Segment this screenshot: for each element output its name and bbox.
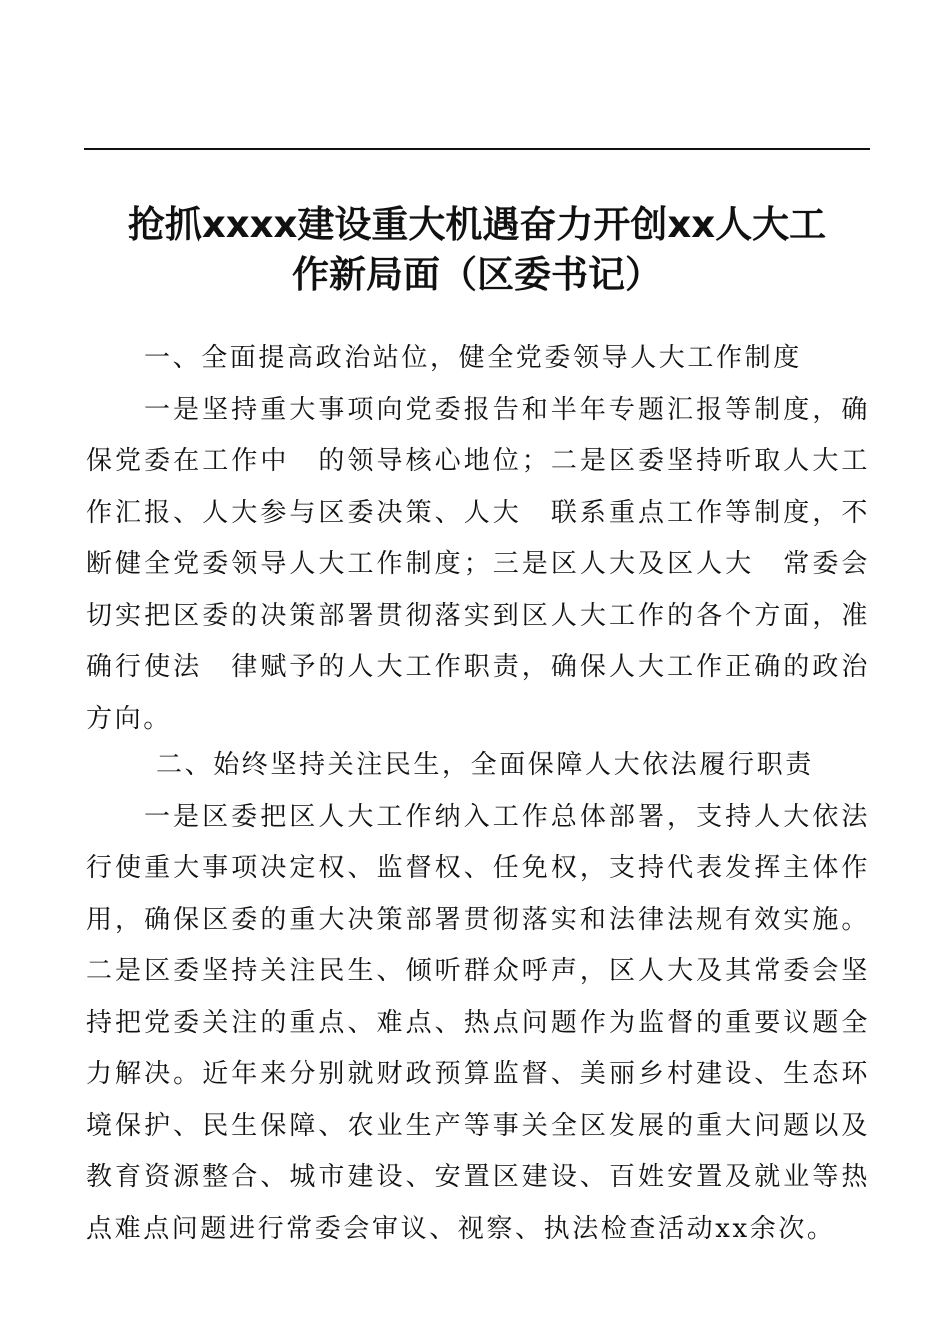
section-2 <box>86 740 870 1255</box>
section-1 <box>86 333 870 745</box>
section-heading: 二、始终坚持关注民生，全面保障人大依法履行职责 <box>156 750 814 780</box>
title-line-1: 抢抓xxxx建设重大机遇奋力开创xx人大工 <box>127 203 827 246</box>
section-paragraph: 一是坚持重大事项向党委报告和半年专题汇报等制度，确保党委在工作中 的领导核心地位；二是区委坚持听取人大工作汇报、人大参与区委决策、人大 联系重点工作等制度，不断健全党委领导人大工作制度；三是区人大及区人大 常委会切实把区委的决策部署贯彻落实到区人大工作的各个方面，准确行使法 律赋予的人大工作职责，确保人大工作正确的政治方向。 <box>86 394 870 734</box>
section-heading: 一、全面提高政治站位，健全党委领导人大工作制度 <box>144 343 802 373</box>
header-rule <box>84 148 870 150</box>
section-paragraph: 一是区委把区人大工作纳入工作总体部署，支持人大依法行使重大事项决定权、监督权、任免权，支持代表发挥主体作用，确保区委的重大决策部署贯彻落实和法律法规有效实施。二是区委坚持关注民生、倾听群众呼声，区人大及其常委会坚持把党委关注的重点、难点、热点问题作为监督的重要议题全力解决。近年来分别就财政预算监督、美丽乡村建设、生态环境保护、民生保障、农业生产等事关全区发展的重大问题以及教育资源整合、城市建设、安置区建设、百姓安置及就业等热点难点问题进行常委会审议、视察、执法检查活动xx余次。 <box>86 801 870 1244</box>
title-line-2: 作新局面（区委书记） <box>292 253 662 296</box>
document-title <box>84 200 870 300</box>
